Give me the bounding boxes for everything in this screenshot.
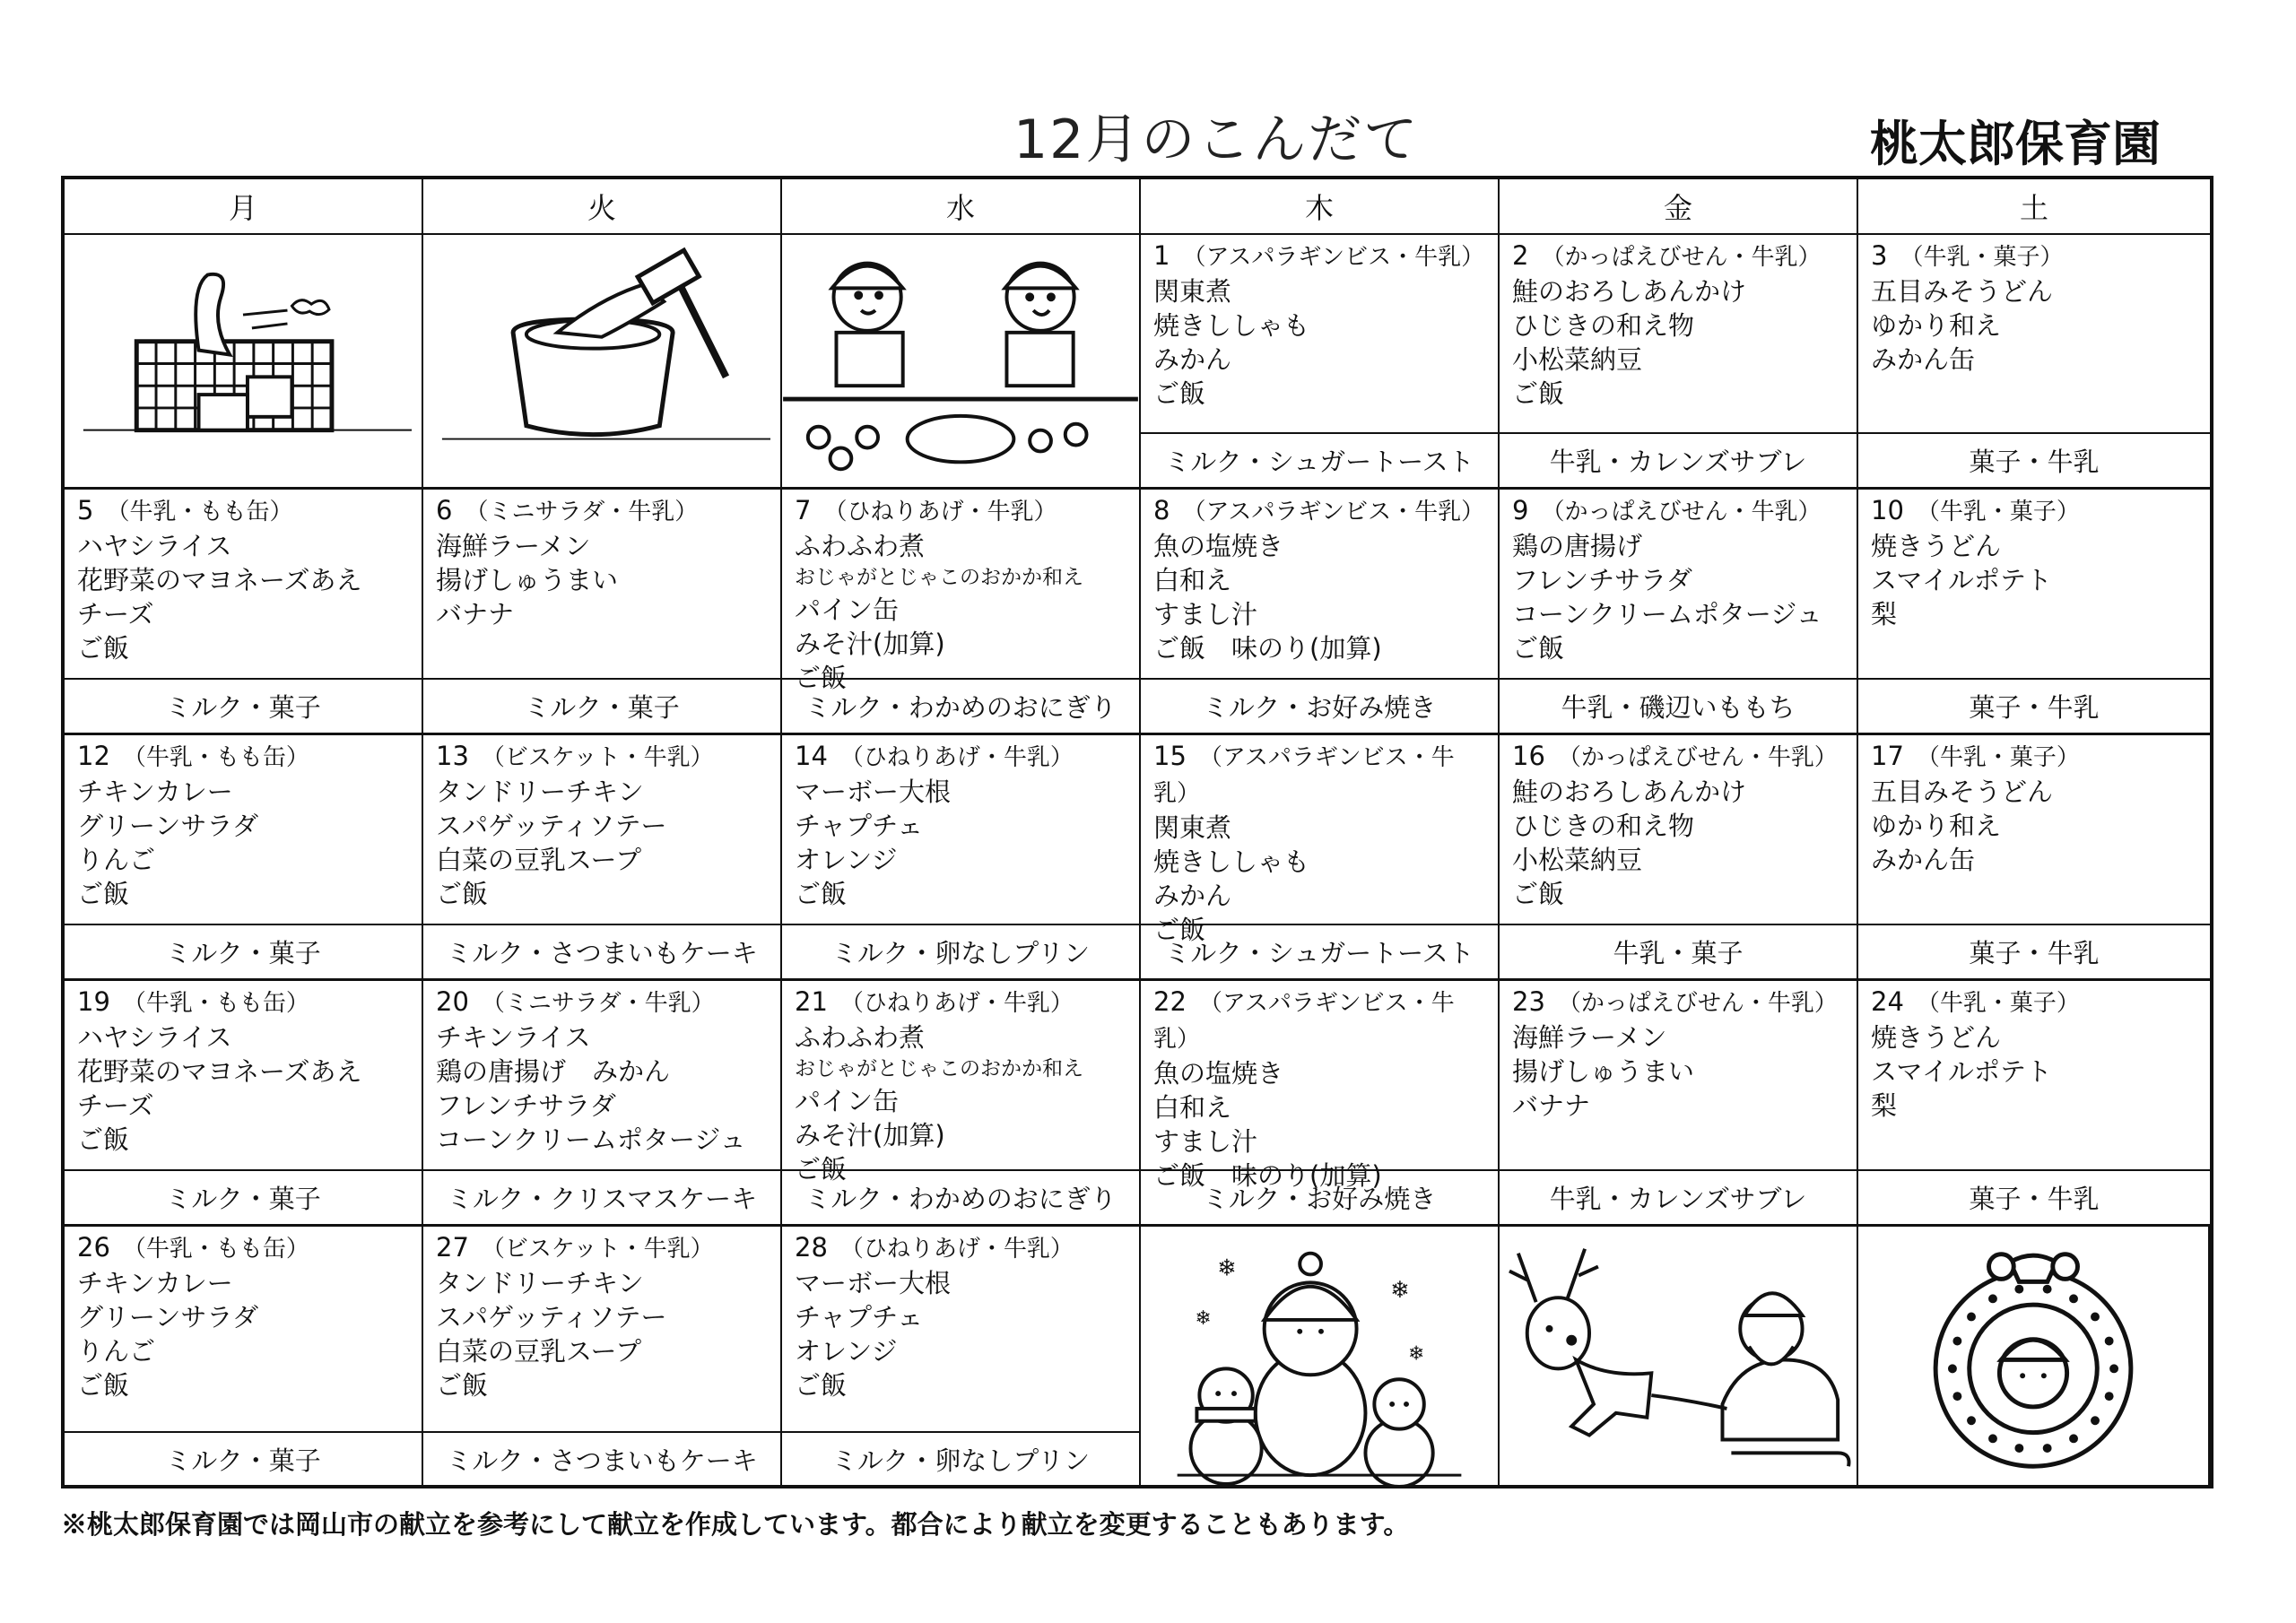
menu-item: チャプチェ: [795, 811, 924, 841]
day-heading: [1512, 239, 1844, 274]
day-number: 9: [1512, 495, 1529, 525]
afternoon-snack: ミルク・お好み焼き: [1141, 680, 1500, 735]
menu-item: パイン缶: [795, 1086, 900, 1116]
morning-snack-note: （牛乳・菓子）: [1916, 990, 2080, 1017]
menu-item: 五目みそうどん: [1871, 777, 2054, 807]
afternoon-snack: ミルク・菓子: [65, 680, 423, 735]
menu-item: チーズ: [77, 1090, 154, 1121]
menu-item: りんご: [77, 1336, 156, 1367]
day-number: 23: [1512, 986, 1545, 1017]
menu-item: 鶏の唐揚げ みかん: [436, 1056, 671, 1087]
school-name: 桃太郎保育園: [1870, 116, 2161, 172]
menu-item: スマイルポテト: [1871, 1056, 2052, 1087]
day-number: 27: [436, 1232, 469, 1263]
menu-item: チキンライス: [436, 1022, 591, 1053]
menu-item: ご飯 味のり(加算): [1153, 633, 1382, 664]
day-number: 24: [1871, 986, 1904, 1017]
day-heading: [795, 985, 1126, 1020]
day-heading: [436, 985, 768, 1020]
day-number: 19: [77, 986, 110, 1017]
menu-item: 焼きうどん: [1871, 1022, 2002, 1053]
menu-item: 関東煮: [1153, 812, 1232, 843]
day-heading: [436, 493, 768, 529]
christmas-wreath-child-illustration: [1858, 1227, 2210, 1488]
afternoon-snack: ミルク・わかめのおにぎり: [782, 1171, 1141, 1227]
day-heading: [77, 739, 409, 775]
day-heading: [795, 493, 1126, 529]
menu-item: 白和え: [1153, 1092, 1232, 1123]
menu-item: チャプチェ: [795, 1302, 924, 1332]
day-menu-cell: [1141, 981, 1500, 1191]
day-heading: [1871, 739, 2197, 775]
weekday-header: 土: [1858, 179, 2210, 235]
afternoon-snack: ミルク・卵なしプリン: [782, 1433, 1141, 1488]
day-menu-cell: [423, 735, 782, 925]
day-menu-cell: [1500, 981, 1858, 1171]
afternoon-snack: ミルク・菓子: [423, 680, 782, 735]
day-menu-cell: [423, 981, 782, 1171]
afternoon-snack: ミルク・菓子: [65, 1433, 423, 1488]
menu-item: タンドリーチキン: [436, 1268, 644, 1298]
menu-item: 海鮮ラーメン: [436, 531, 591, 561]
menu-item: 焼きししゃも: [1153, 846, 1310, 877]
menu-item: チキンカレー: [77, 1268, 233, 1298]
menu-item: みそ汁(加算): [795, 1120, 945, 1150]
menu-item: フレンチサラダ: [436, 1090, 616, 1121]
menu-item: 梨: [1871, 599, 1898, 629]
day-menu-cell: [1141, 235, 1500, 434]
page-title: 12月のこんだて: [1013, 108, 1420, 171]
weekday-header: 金: [1500, 179, 1858, 235]
day-number: 13: [436, 741, 469, 771]
menu-item: スマイルポテト: [1871, 565, 2052, 595]
day-heading: [1512, 493, 1844, 529]
menu-item: みそ汁(加算): [795, 629, 945, 659]
menu-item: ご飯: [795, 1370, 848, 1401]
menu-item: ご飯: [1512, 879, 1565, 909]
menu-item: バナナ: [436, 599, 515, 629]
morning-snack-note: （牛乳・もも缶）: [122, 1236, 309, 1263]
afternoon-snack: ミルク・シュガートースト: [1141, 434, 1500, 490]
day-heading: [77, 493, 409, 529]
afternoon-snack: 牛乳・磯辺いももち: [1500, 680, 1858, 735]
afternoon-snack: ミルク・菓子: [65, 1171, 423, 1227]
day-heading: [436, 739, 768, 775]
menu-item: おじゃがとじゃこのおかか和え: [795, 566, 1083, 589]
svg-text:❄: ❄: [1217, 1254, 1237, 1282]
day-heading: [77, 1230, 409, 1266]
day-menu-cell: [782, 490, 1141, 693]
day-number: 5: [77, 495, 94, 525]
menu-item: 魚の塩焼き: [1153, 531, 1284, 561]
weekday-header: 木: [1141, 179, 1500, 235]
day-menu-cell: [1858, 235, 2210, 434]
menu-item: バナナ: [1512, 1090, 1591, 1121]
day-heading: [1153, 739, 1485, 811]
day-menu-cell: [1500, 735, 1858, 925]
menu-item: パイン缶: [795, 595, 900, 625]
day-menu-cell: [65, 490, 423, 680]
morning-snack-note: （ビスケット・牛乳）: [481, 744, 714, 771]
menu-item: ご飯: [1153, 378, 1206, 409]
morning-snack-note: （かっぱえびせん・牛乳）: [1541, 244, 1822, 271]
menu-item: 白菜の豆乳スープ: [436, 845, 642, 875]
day-number: 2: [1512, 240, 1529, 271]
afternoon-snack: ミルク・卵なしプリン: [782, 925, 1141, 981]
day-menu-cell: [423, 490, 782, 680]
day-number: 7: [795, 495, 812, 525]
menu-item: 焼きうどん: [1871, 531, 2002, 561]
morning-snack-note: （アスパラギンビス・牛乳）: [1182, 499, 1485, 525]
afternoon-snack: 牛乳・カレンズサブレ: [1500, 1171, 1858, 1227]
menu-item: グリーンサラダ: [77, 1302, 259, 1332]
menu-item: ご飯: [1512, 378, 1565, 409]
reindeer-santa-sleigh-illustration: [1500, 1227, 1858, 1488]
menu-item: 鮭のおろしあんかけ: [1512, 276, 1747, 307]
day-number: 10: [1871, 495, 1904, 525]
menu-item: 海鮮ラーメン: [1512, 1022, 1667, 1053]
menu-item: みかん: [1153, 881, 1232, 911]
morning-snack-note: （牛乳・菓子）: [1916, 744, 2080, 771]
menu-item: ご飯: [795, 879, 848, 909]
afternoon-snack: ミルク・さつまいもケーキ: [423, 925, 782, 981]
menu-item: ご飯: [77, 1370, 130, 1401]
day-menu-cell: [1858, 981, 2210, 1171]
footnote: ※桃太郎保育園では岡山市の献立を参考にして献立を作成しています。都合により献立を変更することもあります。: [61, 1509, 1410, 1540]
day-heading: [1153, 985, 1485, 1056]
menu-item: 揚げしゅうまい: [1512, 1056, 1695, 1087]
menu-item: 五目みそうどん: [1871, 276, 2054, 307]
afternoon-snack: 菓子・牛乳: [1858, 434, 2210, 490]
day-menu-cell: [65, 981, 423, 1171]
menu-item: 小松菜納豆: [1512, 344, 1643, 375]
afternoon-snack: 菓子・牛乳: [1858, 1171, 2210, 1227]
menu-calendar-table: [61, 176, 2213, 1488]
morning-snack-note: （ひねりあげ・牛乳）: [823, 499, 1057, 525]
morning-snack-note: （ひねりあげ・牛乳）: [839, 744, 1074, 771]
day-number: 1: [1153, 240, 1170, 271]
afternoon-snack: 菓子・牛乳: [1858, 925, 2210, 981]
menu-item: 白和え: [1153, 565, 1232, 595]
morning-snack-note: （アスパラギンビス・牛乳）: [1153, 744, 1455, 807]
day-number: 12: [77, 741, 110, 771]
morning-snack-note: （ビスケット・牛乳）: [481, 1236, 714, 1263]
menu-item: タンドリーチキン: [436, 777, 644, 807]
afternoon-snack: ミルク・わかめのおにぎり: [782, 680, 1141, 735]
day-number: 3: [1871, 240, 1888, 271]
menu-item: みかん: [1153, 344, 1232, 375]
menu-item: ご飯: [1512, 633, 1565, 664]
weekday-header: 月: [65, 179, 423, 235]
morning-snack-note: （ミニサラダ・牛乳）: [481, 990, 715, 1017]
afternoon-snack: ミルク・お好み焼き: [1141, 1171, 1500, 1227]
menu-item: ふわふわ煮: [795, 531, 926, 561]
menu-item: コーンクリームポタージュ: [1512, 599, 1822, 629]
day-heading: [1512, 739, 1844, 775]
day-number: 17: [1871, 741, 1904, 771]
mochi-pounding-illustration: [423, 235, 782, 490]
menu-item: 関東煮: [1153, 276, 1232, 307]
morning-snack-note: （牛乳・菓子）: [1916, 499, 2080, 525]
menu-item: ふわふわ煮: [795, 1022, 926, 1053]
morning-snack-note: （牛乳・もも缶）: [122, 744, 309, 771]
menu-item: マーボー大根: [795, 777, 952, 807]
menu-item: 白菜の豆乳スープ: [436, 1336, 642, 1367]
menu-item: ひじきの和え物: [1512, 310, 1695, 341]
day-number: 28: [795, 1232, 828, 1263]
menu-item: 花野菜のマヨネーズあえ: [77, 1056, 362, 1087]
day-heading: [1153, 239, 1485, 274]
menu-item: ご飯: [1153, 915, 1206, 945]
day-number: 21: [795, 986, 828, 1017]
mochi-grill-illustration: [65, 235, 423, 490]
menu-item: みかん缶: [1871, 845, 1976, 875]
morning-snack-note: （かっぱえびせん・牛乳）: [1541, 499, 1822, 525]
day-heading: [795, 739, 1126, 775]
day-number: 16: [1512, 741, 1545, 771]
menu-item: ひじきの和え物: [1512, 811, 1695, 841]
morning-snack-note: （アスパラギンビス・牛乳）: [1182, 244, 1485, 271]
menu-item: ゆかり和え: [1871, 310, 2002, 341]
menu-item: ご飯: [795, 1154, 848, 1185]
menu-item: ご飯: [436, 1370, 489, 1401]
menu-item: すまし汁: [1153, 1126, 1258, 1157]
day-heading: [1871, 239, 2197, 274]
morning-snack-note: （牛乳・もも缶）: [122, 990, 309, 1017]
afternoon-snack: ミルク・菓子: [65, 925, 423, 981]
svg-text:❄: ❄: [1407, 1342, 1425, 1366]
day-number: 22: [1153, 986, 1187, 1017]
menu-item: 小松菜納豆: [1512, 845, 1643, 875]
morning-snack-note: （ひねりあげ・牛乳）: [839, 1236, 1074, 1263]
menu-item: オレンジ: [795, 845, 898, 875]
afternoon-snack: 牛乳・カレンズサブレ: [1500, 434, 1858, 490]
day-menu-cell: [782, 1227, 1141, 1433]
day-menu-cell: [65, 735, 423, 925]
morning-snack-note: （ミニサラダ・牛乳）: [465, 499, 699, 525]
day-heading: [795, 1230, 1126, 1266]
day-menu-cell: [1141, 735, 1500, 945]
menu-item: 鮭のおろしあんかけ: [1512, 777, 1747, 807]
day-menu-cell: [1500, 235, 1858, 434]
snowmen-illustration: [1141, 1227, 1500, 1488]
day-number: 6: [436, 495, 453, 525]
day-number: 14: [795, 741, 828, 771]
weekday-header: 火: [423, 179, 782, 235]
menu-item: 焼きししゃも: [1153, 310, 1310, 341]
menu-item: スパゲッティソテー: [436, 811, 667, 841]
day-menu-cell: [423, 1227, 782, 1433]
menu-item: マーボー大根: [795, 1268, 952, 1298]
menu-item: オレンジ: [795, 1336, 898, 1367]
day-heading: [1512, 985, 1844, 1020]
day-menu-cell: [782, 981, 1141, 1185]
afternoon-snack: ミルク・さつまいもケーキ: [423, 1433, 782, 1488]
menu-item: りんご: [77, 845, 156, 875]
day-menu-cell: [782, 735, 1141, 925]
afternoon-snack: ミルク・シュガートースト: [1141, 925, 1500, 981]
day-menu-cell: [1858, 735, 2210, 925]
menu-item: 魚の塩焼き: [1153, 1058, 1284, 1089]
day-heading: [1153, 493, 1485, 529]
menu-item: ご飯: [795, 663, 848, 693]
day-menu-cell: [1858, 490, 2210, 680]
day-number: 26: [77, 1232, 110, 1263]
menu-item: チーズ: [77, 599, 154, 629]
menu-item: グリーンサラダ: [77, 811, 259, 841]
day-menu-cell: [65, 1227, 423, 1433]
morning-snack-note: （かっぱえびせん・牛乳）: [1557, 990, 1838, 1017]
day-heading: [436, 1230, 768, 1266]
menu-item: 揚げしゅうまい: [436, 565, 619, 595]
menu-item: おじゃがとじゃこのおかか和え: [795, 1057, 1083, 1081]
svg-text:❄: ❄: [1390, 1277, 1410, 1305]
weekday-header: 水: [782, 179, 1141, 235]
day-number: 20: [436, 986, 469, 1017]
afternoon-snack: ミルク・クリスマスケーキ: [423, 1171, 782, 1227]
day-menu-cell: [1500, 490, 1858, 680]
day-number: 8: [1153, 495, 1170, 525]
menu-item: ご飯: [77, 1124, 130, 1155]
menu-item: 鶏の唐揚げ: [1512, 531, 1643, 561]
day-number: 15: [1153, 741, 1187, 771]
afternoon-snack: 菓子・牛乳: [1858, 680, 2210, 735]
menu-item: 花野菜のマヨネーズあえ: [77, 565, 362, 595]
menu-item: ハヤシライス: [77, 531, 232, 561]
menu-item: ご飯 味のり(加算): [1153, 1160, 1382, 1191]
afternoon-snack: 牛乳・菓子: [1500, 925, 1858, 981]
day-menu-cell: [1141, 490, 1500, 680]
children-making-mochi-illustration: [782, 235, 1141, 490]
morning-snack-note: （アスパラギンビス・牛乳）: [1153, 990, 1455, 1053]
day-heading: [77, 985, 409, 1020]
menu-item: スパゲッティソテー: [436, 1302, 667, 1332]
morning-snack-note: （牛乳・菓子）: [1900, 244, 2064, 271]
day-heading: [1871, 493, 2197, 529]
morning-snack-note: （かっぱえびせん・牛乳）: [1557, 744, 1838, 771]
morning-snack-note: （牛乳・もも缶）: [106, 499, 293, 525]
menu-item: ゆかり和え: [1871, 811, 2002, 841]
menu-item: チキンカレー: [77, 777, 233, 807]
menu-item: ご飯: [436, 879, 489, 909]
morning-snack-note: （ひねりあげ・牛乳）: [839, 990, 1074, 1017]
menu-item: すまし汁: [1153, 599, 1258, 629]
svg-text:❄: ❄: [1195, 1306, 1212, 1330]
menu-item: フレンチサラダ: [1512, 565, 1692, 595]
menu-item: 梨: [1871, 1090, 1898, 1121]
menu-item: ご飯: [77, 879, 130, 909]
menu-item: コーンクリームポタージュ: [436, 1124, 746, 1155]
menu-item: みかん缶: [1871, 344, 1976, 375]
day-heading: [1871, 985, 2197, 1020]
menu-item: ご飯: [77, 633, 130, 664]
menu-item: ハヤシライス: [77, 1022, 232, 1053]
